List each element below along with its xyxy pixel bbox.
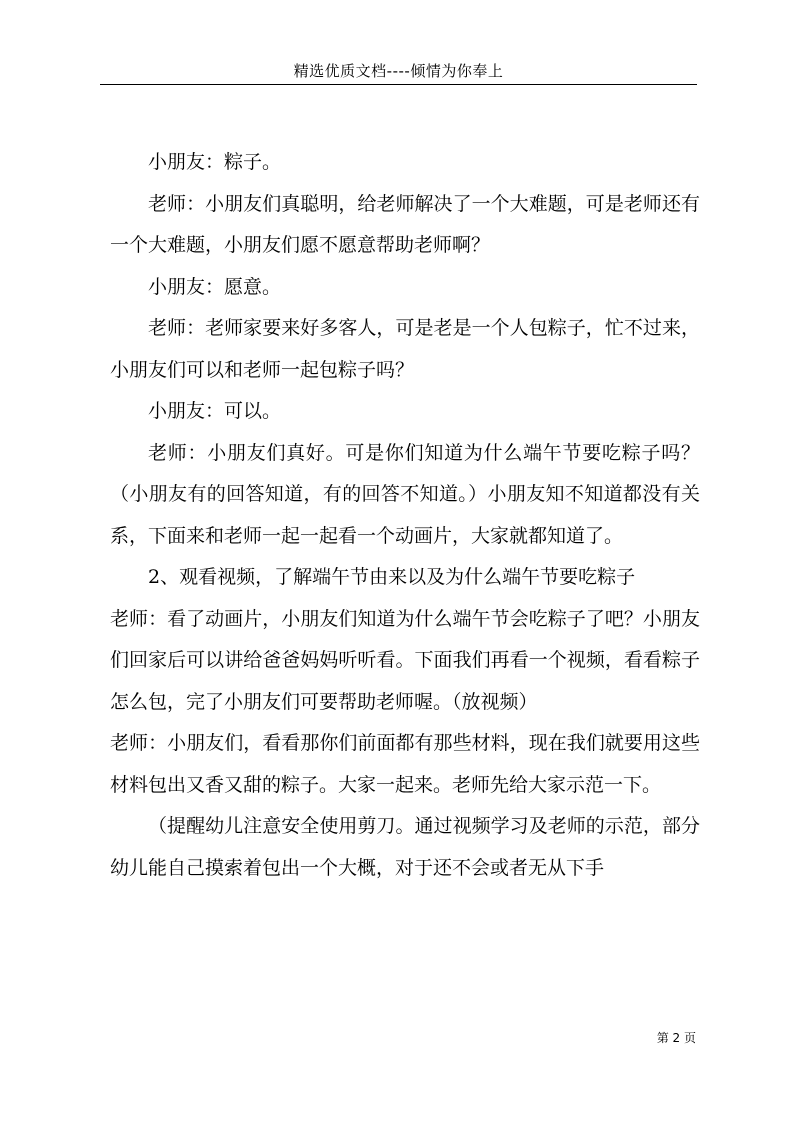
section-heading: 2、观看视频，了解端午节由来以及为什么端午节要吃粽子 [148, 566, 636, 588]
page-header: 精选优质文档----倾情为你奉上 [293, 62, 504, 80]
header-divider [100, 84, 697, 85]
page-number: 第 2 页 [656, 1031, 696, 1045]
paragraph: 老师：小朋友们真好。可是你们知道为什么端午节要吃粽子吗？（小朋友有的回答知道，有的回答不知道。）小朋友知不知道都没有关系，下面来和老师一起一起看一个动画片，大家就都知道了。 [110, 441, 700, 547]
paragraph: 老师：老师家要来好多客人，可是老是一个人包粽子，忙不过来，小朋友们可以和老师一起包粽子吗？ [110, 317, 700, 381]
paragraph: （提醒幼儿注意安全使用剪刀。通过视频学习及老师的示范，部分幼儿能自己摸索着包出一个大概，对于还不会或者无从下手 [110, 815, 700, 879]
paragraph: 小朋友：可以。 [148, 400, 282, 422]
paragraph: 小朋友：愿意。 [148, 275, 282, 298]
document-body [110, 142, 700, 889]
paragraph: 老师：看了动画片，小朋友们知道为什么端午节会吃粽子了吧？小朋友们回家后可以讲给爸爸妈妈听听看。下面我们再看一个视频，看看粽子怎么包，完了小朋友们可要帮助老师喔。（放视频） [110, 607, 700, 713]
paragraph: 老师：小朋友们真聪明，给老师解决了一个大难题，可是老师还有一个大难题，小朋友们愿不愿意帮助老师啊？ [110, 192, 700, 256]
paragraph: 小朋友：粽子。 [148, 151, 282, 173]
paragraph: 老师：小朋友们，看看那你们前面都有那些材料，现在我们就要用这些材料包出又香又甜的粽子。大家一起来。老师先给大家示范一下。 [110, 732, 700, 796]
